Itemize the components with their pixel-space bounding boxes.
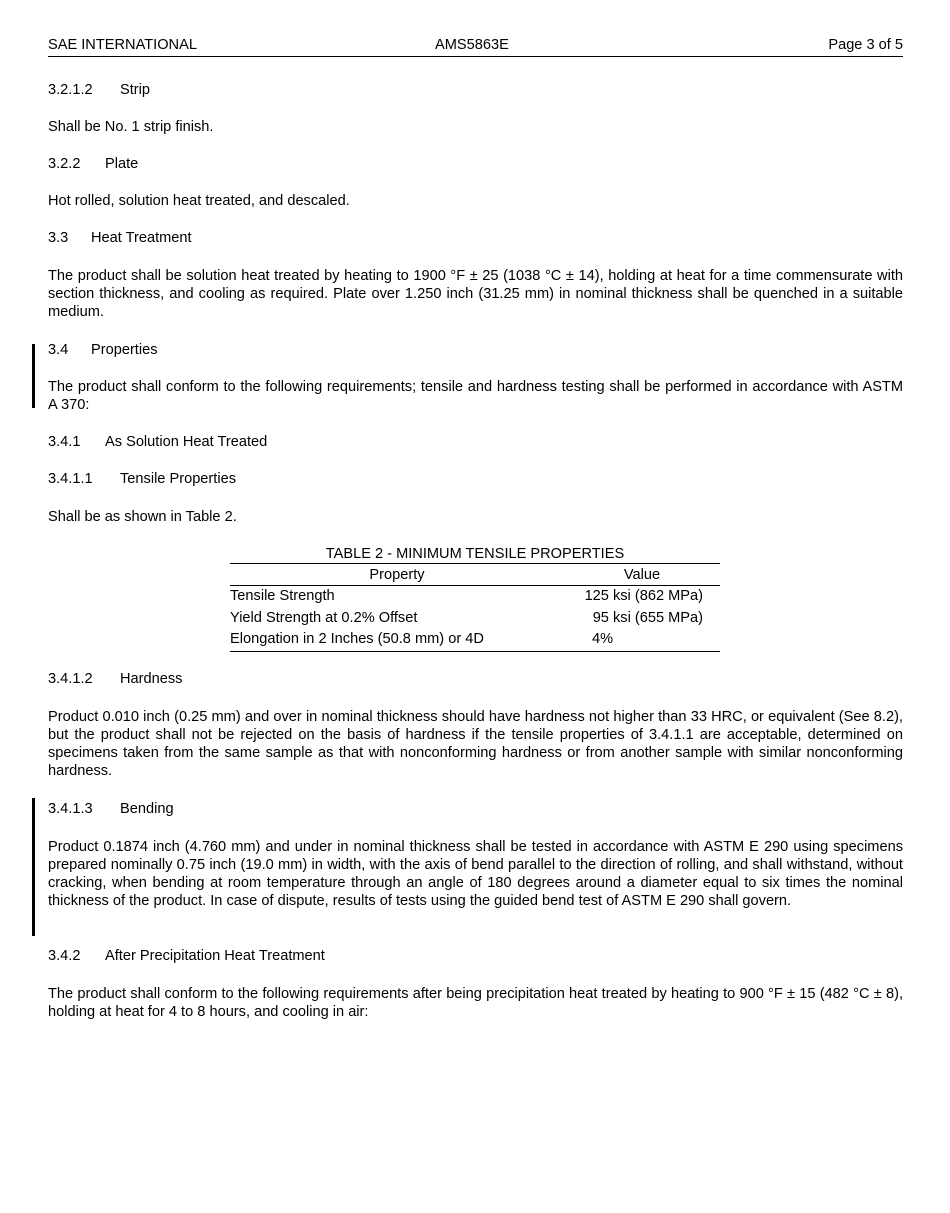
header-page-number: Page 3 of 5 (828, 37, 903, 53)
section-heading-3413 (48, 800, 903, 818)
table-row (230, 629, 720, 651)
table-row (230, 586, 720, 608)
section-heading-3412 (48, 670, 903, 688)
property-cell: Yield Strength at 0.2% Offset (230, 609, 418, 626)
section-heading-3212 (48, 81, 903, 99)
section-text-3411: Shall be as shown in Table 2. (48, 509, 237, 525)
section-number: 3.4.1.3 (48, 801, 93, 817)
section-title: Plate (105, 156, 139, 172)
section-number: 3.2.1.2 (48, 82, 93, 98)
column-header-value: Value (564, 564, 720, 586)
revision-change-bar (32, 344, 35, 408)
section-title: As Solution Heat Treated (105, 434, 268, 450)
table-caption: TABLE 2 - MINIMUM TENSILE PROPERTIES (325, 546, 625, 562)
value-cell: 4% (564, 629, 720, 651)
header-doc-number: AMS5863E (435, 37, 509, 53)
section-text-3413: Product 0.1874 inch (4.760 mm) and under in nominal thickness shall be tested in accordance with ASTM E 290 using specimens prepared nominally 0.75 inch (19.0 mm) in width, with the axis of bend parallel to the direction of rolling, and shall withstand, without cracking, when bending at room temperature through an angle of 180 degrees around a diameter equal to six times the nominal thickness of the product. In case of dispute, results of tests using the guided bend test of ASTM E 290 shall govern. (48, 839, 903, 909)
section-title: Strip (120, 82, 151, 98)
column-header-property: Property (230, 564, 564, 586)
property-cell: Elongation in 2 Inches (50.8 mm) or 4D (230, 629, 564, 651)
section-number: 3.4.1 (48, 434, 81, 450)
property-cell: Tensile Strength (230, 588, 335, 605)
section-title: Properties (91, 342, 158, 358)
section-text-342: The product shall conform to the following requirements after being precipitation heat treated by heating to 900 °F ± 15 (482 °C ± 8), holding at heat for 4 to 8 hours, and cooling in air: (48, 986, 903, 1020)
section-heading-33 (48, 229, 903, 247)
section-title: Tensile Properties (120, 471, 236, 487)
value-cell: 95 ksi (655 MPa) (592, 609, 703, 626)
section-text-3212: Shall be No. 1 strip finish. (48, 119, 214, 135)
section-number: 3.4.1.1 (48, 471, 93, 487)
section-title: After Precipitation Heat Treatment (105, 948, 325, 964)
section-heading-322 (48, 155, 903, 173)
section-number: 3.3 (48, 230, 69, 246)
section-text-33: The product shall be solution heat treated by heating to 1900 °F ± 25 (1038 °C ± 14), holding at heat for a time commensurate with section thickness, and cooling as required. Plate over 1.250 inch (31.25 mm) in nominal thickness shall be quenched in a suitable medium. (48, 268, 903, 320)
value-cell: 125 ksi (862 MPa) (584, 588, 703, 605)
section-text-34: The product shall conform to the following requirements; tensile and hardness testing shall be performed in accordance with ASTM A 370: (48, 379, 903, 413)
section-title: Hardness (120, 671, 183, 687)
section-heading-342 (48, 947, 903, 965)
table-row (230, 608, 720, 630)
section-number: 3.4 (48, 342, 69, 358)
section-heading-341 (48, 433, 903, 451)
section-title: Bending (120, 801, 174, 817)
header-org: SAE INTERNATIONAL (48, 37, 197, 53)
section-number: 3.4.2 (48, 948, 81, 964)
section-heading-34 (48, 341, 903, 359)
section-text-322: Hot rolled, solution heat treated, and descaled. (48, 193, 350, 209)
section-number: 3.2.2 (48, 156, 81, 172)
page-header (48, 36, 903, 57)
section-text-3412: Product 0.010 inch (0.25 mm) and over in nominal thickness should have hardness not higher than 33 HRC, or equivalent (See 8.2), but the product shall not be rejected on the basis of hardness if the tensile properties of 3.4.1.1 are acceptable, determined on specimens taken from the same sample as that with nonconforming hardness or from another sample with similar nonconforming hardness. (48, 709, 903, 779)
revision-change-bar (32, 798, 35, 936)
section-heading-3411 (48, 470, 903, 488)
tensile-properties-table (230, 563, 720, 652)
section-number: 3.4.1.2 (48, 671, 93, 687)
section-title: Heat Treatment (91, 230, 192, 246)
table-header-row (230, 564, 720, 586)
table-2 (230, 545, 720, 652)
